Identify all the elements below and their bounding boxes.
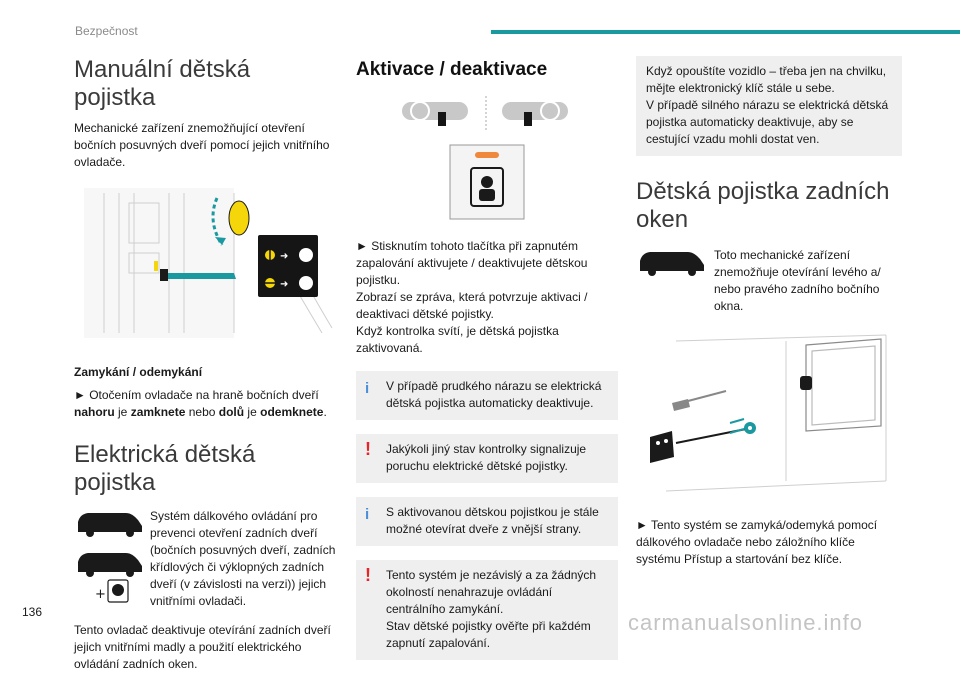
window-lock-control	[800, 376, 812, 390]
manual-lock-subheading: Zamykání / odemykání	[74, 365, 203, 380]
van-icon	[78, 513, 142, 537]
watermark: carmanualsonline.info	[628, 610, 864, 635]
window-lock-title: Dětská pojistka zadních oken	[636, 178, 890, 233]
child-lock-button-illustration	[449, 144, 618, 220]
electric-lock-note: Tento ovladač deaktivuje otevírání zadních dveří jejich vnitřními madly a použití elektrického ovládání zadních oken.	[74, 623, 331, 672]
header-accent-bar	[491, 30, 960, 34]
page-number: 136	[22, 605, 43, 619]
info-box-outside-open: i S aktivovanou dětskou pojistkou je stále možné otevírat dveře z vnější strany.	[356, 497, 618, 546]
column-right	[636, 56, 902, 568]
note-box-electronic-key: Když opouštíte vozidlo – třeba jen na chvilku, mějte elektronický klíč stále u sebe. V případě silného nárazu se elektrická dětská pojistka automaticky deaktivuje, aby se cestující vzadu mohli dostat ven.	[636, 56, 902, 156]
info-icon: i	[365, 379, 370, 397]
window-lock-step: ► Tento systém se zamyká/odemyká pomocí dálkového ovladače nebo záložního klíče systému Přístup a startování bez klíče.	[636, 518, 878, 567]
door-lock-illustration	[74, 183, 336, 343]
section-header: Bezpečnost	[75, 24, 138, 38]
warning-box-fault: ! Jakýkoli jiný stav kontrolky signalizuje poruchu elektrické dětské pojistky.	[356, 434, 618, 483]
rear-window-lock-illustration	[636, 331, 902, 501]
manual-lock-intro: Mechanické zařízení znemožňující otevření bočních posuvných dveří pomocí jejich vnitřního ovladače.	[74, 121, 330, 170]
manual-lock-step: ► Otočením ovladače na hraně bočních dveří nahoru je zamknete nebo dolů je odemknete.	[74, 388, 327, 420]
activation-title: Aktivace / deaktivace	[356, 59, 548, 80]
van-icon	[640, 252, 704, 276]
column-left	[74, 56, 336, 673]
info-box-crash-deactivation: i V případě prudkého nárazu se elektrická dětská pojistka automaticky deaktivuje.	[356, 371, 618, 420]
key-fob-icon	[650, 431, 674, 463]
warning-icon: !	[365, 564, 371, 585]
vehicle-icons	[74, 508, 150, 609]
info-icon: i	[365, 505, 370, 523]
column-middle	[356, 56, 618, 660]
lhd-dashboard-icon	[402, 102, 468, 126]
svg-text:➜: ➜	[280, 279, 289, 291]
child-lock-button-icon	[108, 580, 128, 602]
electric-lock-title: Elektrická dětská pojistka	[74, 441, 256, 496]
window-lock-desc: Toto mechanické zařízení znemožňuje otevírání levého a/ nebo pravého zadního bočního okna.	[714, 248, 881, 314]
indicator-led	[475, 152, 499, 158]
rhd-dashboard-icon	[502, 102, 568, 126]
activation-step: ► Stisknutím tohoto tlačítka při zapnutém zapalování aktivujete / deaktivujete dětskou pojistku. Zobrazí se zpráva, která potvrzuje aktivaci / deaktivaci dětské pojistky. Když kontrolka svítí, je dětská pojistka zaktivovaná.	[356, 238, 588, 355]
backup-key-icon	[672, 391, 726, 411]
window-panel	[806, 339, 881, 431]
manual-lock-title: Manuální dětská pojistka	[74, 56, 251, 111]
steering-wheel-illustration	[396, 94, 618, 134]
warning-icon: !	[365, 438, 371, 459]
vehicle-icons	[636, 247, 714, 286]
svg-text:➜: ➜	[280, 251, 289, 263]
svg-text:+: +	[95, 587, 106, 603]
warning-box-independent-system: ! Tento systém je nezávislý a za žádných okolností nenahrazuje ovládání centrálního zamykání. Stav dětské pojistky ověřte při každém zapnutí zapalování.	[356, 560, 618, 660]
electric-lock-desc: Systém dálkového ovládání pro prevenci otevření zadních dveří (bočních posuvných dveří, zadních křídlových či výklopných zadních dveří (v závislosti na verzi)) jejich vnitřními ovladači.	[150, 509, 336, 609]
